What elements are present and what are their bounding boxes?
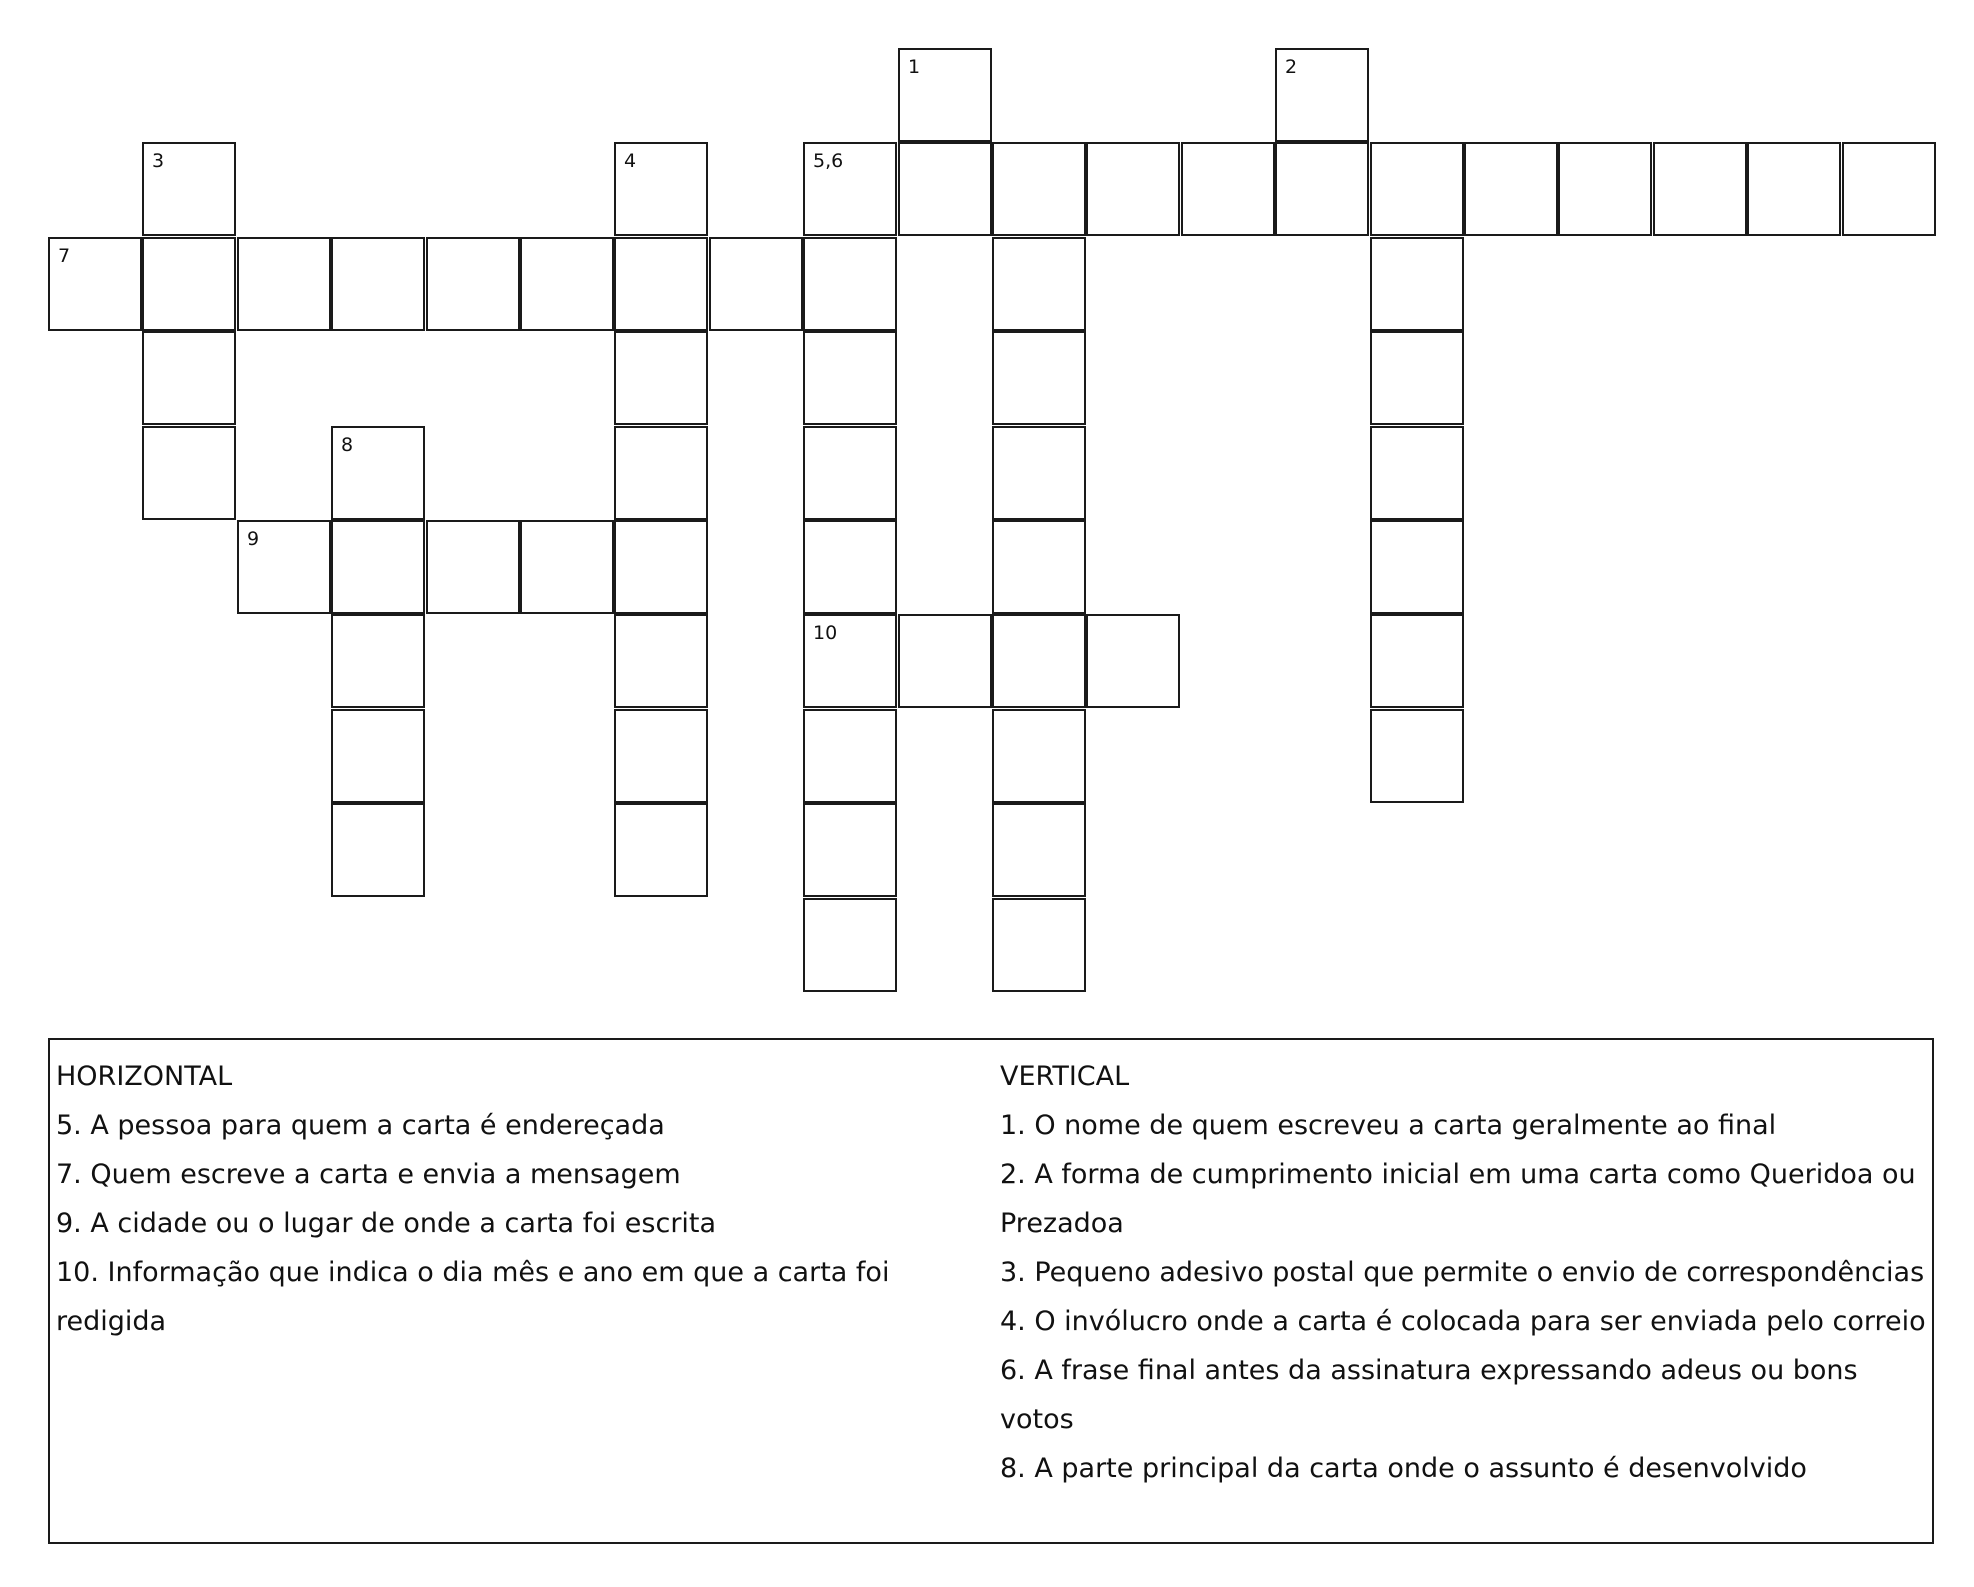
grid-cell[interactable] [803,709,897,803]
grid-cell[interactable] [1370,520,1464,614]
clues-box [48,1038,1934,1544]
clue-vertical-4: 4. O invólucro onde a carta é colocada para ser enviada pelo correio [1000,1306,1926,1337]
clue-vertical-8: 8. A parte principal da carta onde o assunto é desenvolvido [1000,1453,1807,1484]
grid-cell[interactable] [1275,48,1369,142]
grid-cell[interactable] [992,709,1086,803]
clue-horizontal-7: 7. Quem escreve a carta e envia a mensagem [56,1159,681,1190]
grid-cell[interactable] [992,426,1086,520]
clue-horizontal-10: 10. Informação que indica o dia mês e ano em que a carta foi redigida [56,1257,890,1337]
grid-cell[interactable] [237,237,331,331]
grid-cell[interactable] [614,142,708,236]
grid-cell[interactable] [614,709,708,803]
horizontal-clues [56,1052,986,1346]
grid-cell[interactable] [992,237,1086,331]
grid-cell[interactable] [898,48,992,142]
grid-cell[interactable] [142,142,236,236]
grid-cell[interactable] [1370,709,1464,803]
clue-number: 3 [152,150,165,172]
grid-cell[interactable] [331,426,425,520]
grid-cell[interactable] [992,142,1086,236]
grid-cell[interactable] [331,614,425,708]
grid-cell[interactable] [331,803,425,897]
clue-vertical-2: 2. A forma de cumprimento inicial em uma carta como Queridoa ou Prezadoa [1000,1159,1916,1239]
grid-cell[interactable] [142,426,236,520]
clue-number: 9 [247,528,260,550]
grid-cell[interactable] [1558,142,1652,236]
clue-vertical-1: 1. O nome de quem escreveu a carta geralmente ao final [1000,1110,1777,1141]
clue-number: 5,6 [813,150,844,172]
grid-cell[interactable] [1370,614,1464,708]
grid-cell[interactable] [992,803,1086,897]
grid-cell[interactable] [1181,142,1275,236]
grid-cell[interactable] [1747,142,1841,236]
grid-cell[interactable] [1653,142,1747,236]
clue-number: 2 [1285,56,1298,78]
grid-cell[interactable] [426,520,520,614]
grid-cell[interactable] [520,520,614,614]
grid-cell[interactable] [614,237,708,331]
grid-cell[interactable] [614,803,708,897]
clue-vertical-3: 3. Pequeno adesivo postal que permite o envio de correspondências [1000,1257,1925,1288]
grid-cell[interactable] [803,803,897,897]
grid-cell[interactable] [1370,237,1464,331]
grid-cell[interactable] [992,520,1086,614]
clue-vertical-6: 6. A frase final antes da assinatura expressando adeus ou bons votos [1000,1355,1858,1435]
clue-number: 1 [908,56,921,78]
clue-number: 4 [624,150,637,172]
grid-cell[interactable] [426,237,520,331]
grid-cell[interactable] [803,520,897,614]
grid-cell[interactable] [803,237,897,331]
grid-cell[interactable] [237,520,331,614]
grid-cell[interactable] [803,331,897,425]
grid-cell[interactable] [331,520,425,614]
grid-cell[interactable] [992,614,1086,708]
grid-cell[interactable] [142,237,236,331]
grid-cell[interactable] [331,709,425,803]
grid-cell[interactable] [614,520,708,614]
grid-cell[interactable] [992,331,1086,425]
grid-cell[interactable] [803,898,897,992]
clue-horizontal-9: 9. A cidade ou o lugar de onde a carta foi escrita [56,1208,717,1239]
grid-cell[interactable] [48,237,142,331]
vertical-title: VERTICAL [1000,1061,1130,1092]
grid-cell[interactable] [520,237,614,331]
grid-cell[interactable] [803,142,897,236]
grid-cell[interactable] [898,614,992,708]
grid-cell[interactable] [803,614,897,708]
horizontal-title: HORIZONTAL [56,1061,233,1092]
grid-cell[interactable] [614,426,708,520]
clue-number: 10 [813,622,838,644]
grid-cell[interactable] [1086,142,1180,236]
grid-cell[interactable] [803,426,897,520]
grid-cell[interactable] [1370,331,1464,425]
grid-cell[interactable] [1086,614,1180,708]
clue-number: 8 [341,434,354,456]
grid-cell[interactable] [992,898,1086,992]
grid-cell[interactable] [1842,142,1936,236]
grid-cell[interactable] [709,237,803,331]
grid-cell[interactable] [614,614,708,708]
grid-cell[interactable] [1275,142,1369,236]
clue-horizontal-5: 5. A pessoa para quem a carta é endereçada [56,1110,665,1141]
clue-number: 7 [58,245,71,267]
grid-cell[interactable] [331,237,425,331]
grid-cell[interactable] [1464,142,1558,236]
grid-cell[interactable] [1370,426,1464,520]
grid-cell[interactable] [1370,142,1464,236]
grid-cell[interactable] [614,331,708,425]
grid-cell[interactable] [898,142,992,236]
vertical-clues [1000,1052,1930,1493]
grid-cell[interactable] [142,331,236,425]
